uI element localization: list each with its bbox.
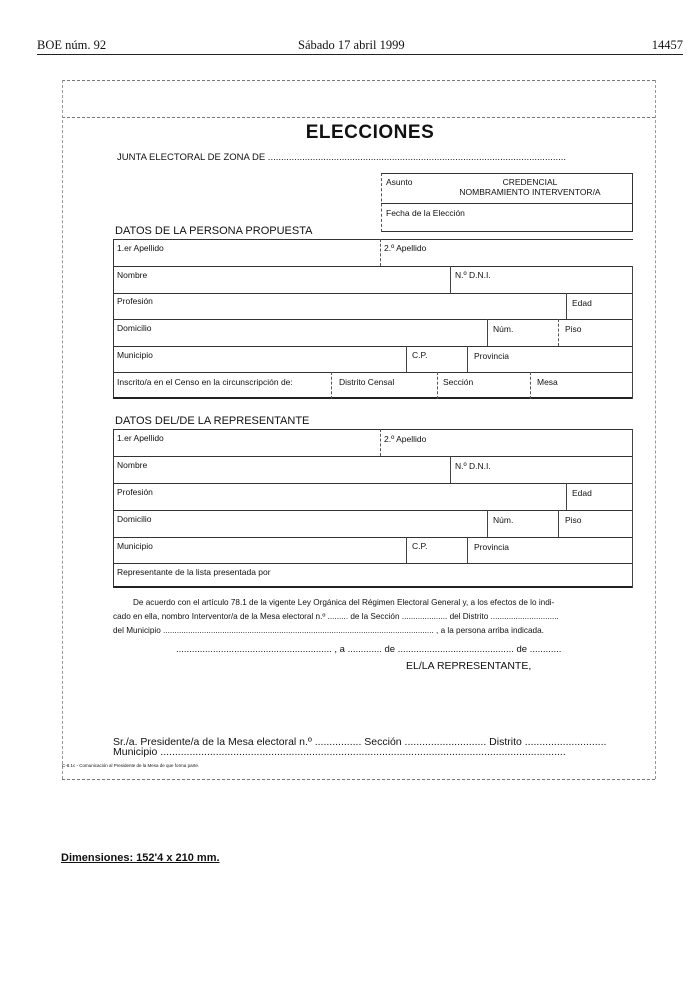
- col-divider: [632, 483, 633, 510]
- p-num-field[interactable]: Núm.: [493, 324, 514, 334]
- p-mesa-field[interactable]: Mesa: [537, 377, 558, 387]
- p-municipio-field[interactable]: Municipio: [117, 350, 153, 360]
- p-apellido2-field[interactable]: 2.º Apellido: [384, 243, 427, 253]
- dimensions-note: Dimensiones: 152'4 x 210 mm.: [61, 852, 220, 864]
- header-right: 14457: [651, 38, 683, 52]
- header-rule: [37, 54, 683, 55]
- col-divider: [380, 429, 381, 456]
- fecha-eleccion-label: Fecha de la Elección: [386, 208, 465, 218]
- p-nombre-field[interactable]: Nombre: [117, 270, 148, 280]
- r-profesion-field[interactable]: Profesión: [117, 487, 153, 497]
- row-line: [113, 239, 633, 240]
- frame-top-inner: [62, 117, 655, 118]
- r-nombre-field[interactable]: Nombre: [117, 460, 148, 470]
- row-line: [113, 456, 633, 457]
- r-dni-field[interactable]: N.º D.N.I.: [455, 461, 491, 471]
- col-divider: [467, 537, 468, 563]
- r-representante-lista-field[interactable]: Representante de la lista presentada por: [117, 567, 271, 577]
- body-line-2: cado en ella, nombro Interventor/a de la Mesa electoral n.º ......... de la Sección .................... del Distrito ..............................: [113, 612, 559, 621]
- date-line: ........................................................... , a ............. de ............................................ de ............: [176, 644, 562, 655]
- row-line: [113, 429, 633, 430]
- p-domicilio-field[interactable]: Domicilio: [117, 323, 152, 333]
- firma-representante: EL/LA REPRESENTANTE,: [406, 660, 532, 672]
- frame-top: [62, 80, 655, 81]
- col-divider: [558, 319, 559, 346]
- col-divider: [450, 456, 451, 483]
- p-cp-field[interactable]: C.P.: [412, 350, 428, 360]
- row-line: [113, 510, 633, 511]
- header-left: BOE núm. 92: [37, 38, 107, 52]
- row-line: [113, 346, 633, 347]
- col-divider: [450, 266, 451, 293]
- col-divider: [632, 293, 633, 319]
- col-divider: [406, 346, 407, 372]
- col-divider: [566, 293, 567, 319]
- municipio-line: Municipio ...........................................................................................................................................: [113, 746, 566, 758]
- section-representante: DATOS DEL/DE LA REPRESENTANTE: [115, 415, 310, 427]
- frame-right: [655, 80, 656, 779]
- form-footnote: C-8.1c - Comunicación al Presidente de la Mesa de que forma parte.: [62, 763, 200, 768]
- r-provincia-field[interactable]: Provincia: [474, 542, 509, 552]
- col-divider: [487, 319, 488, 346]
- col-divider: [558, 510, 559, 537]
- asunto-label: Asunto: [386, 177, 413, 187]
- header-center: Sábado 17 abril 1999: [298, 38, 405, 52]
- r-cp-field[interactable]: C.P.: [412, 541, 428, 551]
- col-divider: [632, 266, 633, 293]
- r-edad-field[interactable]: Edad: [572, 488, 592, 498]
- p-apellido1-field[interactable]: 1.er Apellido: [117, 243, 164, 253]
- body-line-1: De acuerdo con el artículo 78.1 de la vigente Ley Orgánica del Régimen Electoral General y, a los efectos de lo indi-: [133, 598, 555, 607]
- r-domicilio-field[interactable]: Domicilio: [117, 514, 152, 524]
- col-divider: [632, 510, 633, 537]
- p-piso-field[interactable]: Piso: [565, 324, 582, 334]
- asunto-divider: [381, 203, 633, 204]
- row-line: [113, 266, 633, 267]
- asunto-value-1: CREDENCIAL: [502, 177, 558, 187]
- form-title: ELECCIONES: [305, 122, 435, 143]
- row-line: [113, 563, 633, 564]
- row-line: [113, 372, 633, 373]
- col-divider: [380, 239, 381, 266]
- col-divider: [487, 510, 488, 537]
- col-divider: [467, 346, 468, 372]
- col-divider: [632, 319, 633, 346]
- col-divider: [530, 372, 531, 399]
- col-divider: [632, 372, 633, 399]
- col-divider: [632, 429, 633, 456]
- r-num-field[interactable]: Núm.: [493, 515, 514, 525]
- frame-left: [62, 80, 63, 779]
- p-seccion-field[interactable]: Sección: [443, 377, 474, 387]
- row-line: [113, 483, 633, 484]
- row-line: [113, 319, 633, 320]
- r-piso-field[interactable]: Piso: [565, 515, 582, 525]
- col-divider: [566, 483, 567, 510]
- body-line-3: del Municipio ....................................................................................................................... , a la persona arriba indicada.: [113, 626, 544, 635]
- r-municipio-field[interactable]: Municipio: [117, 541, 153, 551]
- row-line: [113, 293, 633, 294]
- p-dni-field[interactable]: N.º D.N.I.: [455, 270, 491, 280]
- col-divider: [331, 372, 332, 399]
- row-line: [113, 537, 633, 538]
- p-edad-field[interactable]: Edad: [572, 298, 592, 308]
- p-inscrito-label: Inscrito/a en el Censo en la circunscripción de:: [117, 377, 293, 387]
- r-apellido1-field[interactable]: 1.er Apellido: [117, 433, 164, 443]
- col-divider: [632, 346, 633, 372]
- r-apellido2-field[interactable]: 2.º Apellido: [384, 434, 427, 444]
- col-divider: [406, 537, 407, 563]
- junta-line: JUNTA ELECTORAL DE ZONA DE .................................................................................................................: [117, 152, 567, 163]
- frame-bottom: [62, 779, 655, 780]
- section-persona-propuesta: DATOS DE LA PERSONA PROPUESTA: [115, 225, 313, 237]
- asunto-value-2: NOMBRAMIENTO INTERVENTOR/A: [459, 187, 601, 197]
- p-profesion-field[interactable]: Profesión: [117, 296, 153, 306]
- p-provincia-field[interactable]: Provincia: [474, 351, 509, 361]
- presidente-line: Sr./a. Presidente/a de la Mesa electoral n.º ................ Sección ............................ Distrito ............................: [113, 736, 607, 748]
- p-distrito-censal-field[interactable]: Distrito Censal: [339, 377, 395, 387]
- col-divider: [632, 456, 633, 483]
- col-divider: [632, 537, 633, 588]
- col-divider: [437, 372, 438, 399]
- representante-table: [113, 429, 633, 588]
